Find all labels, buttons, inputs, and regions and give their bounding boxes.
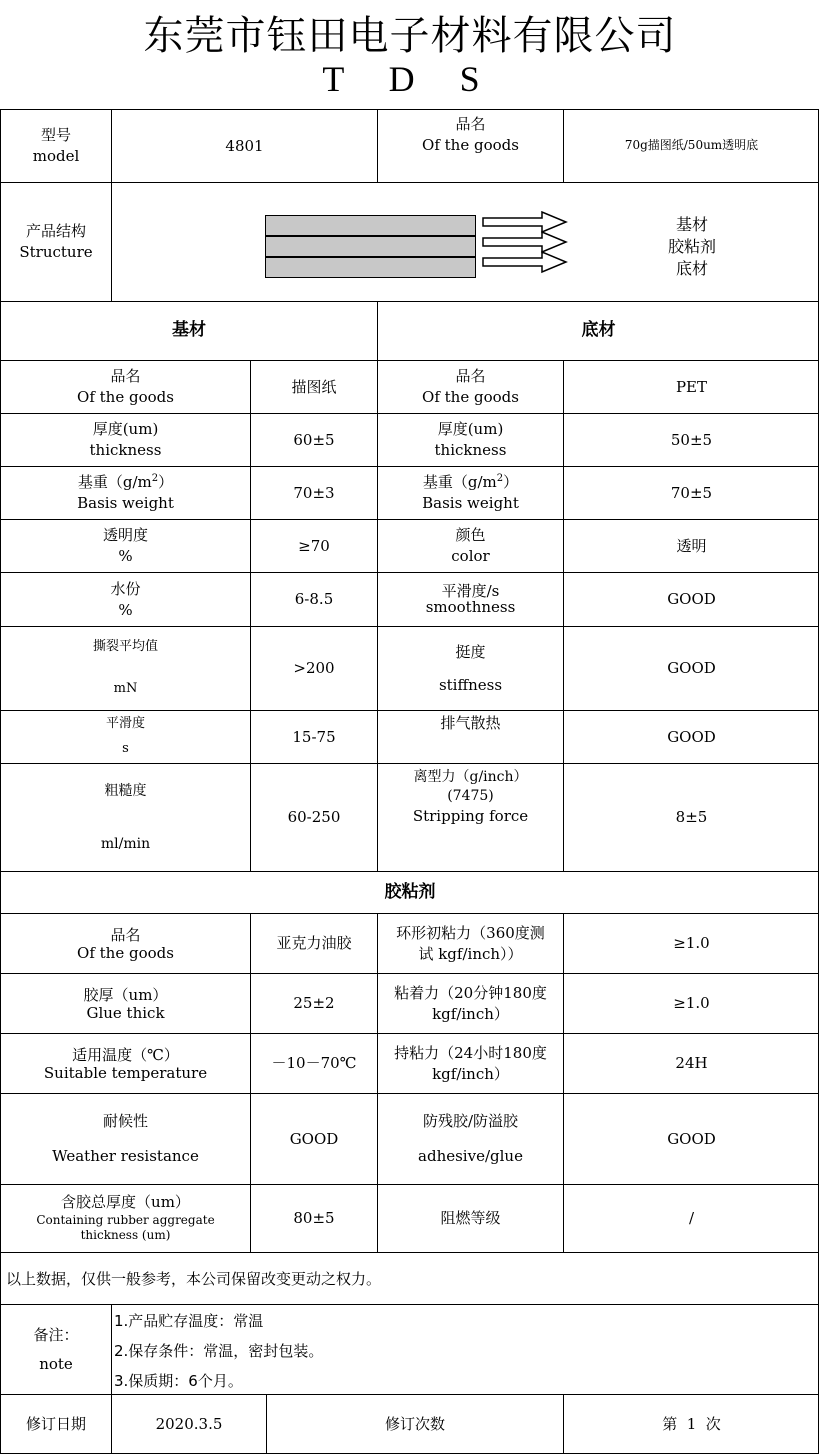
base-thickness-value: [250, 413, 377, 466]
adhesive-weather-en: Weather resistance: [52, 1147, 199, 1165]
base-moisture-label: [0, 572, 250, 626]
backing-stiffness-value: [563, 626, 819, 710]
backing-stiffness-label: [377, 626, 563, 710]
base-thickness-en: thickness: [89, 441, 162, 459]
backing-release-cn: 离型力（g/inch）: [413, 769, 528, 785]
adhesive-temp-value: [250, 1033, 377, 1093]
adhesive-weather-value-text: GOOD: [289, 1129, 339, 1148]
adhesive-tack-unit: 试 kgf/inch））: [418, 944, 523, 963]
adhesive-thickness-value-text: 25±2: [293, 994, 335, 1012]
adhesive-holding-label: [377, 1033, 563, 1093]
section-adhesive-header: [0, 871, 819, 913]
backing-venting-label: [377, 710, 563, 763]
notes-label-en: note: [39, 1354, 73, 1373]
base-transparency-cn: 透明度: [102, 526, 148, 544]
company-name: 东莞市钰田电子材料有限公司: [143, 13, 677, 59]
backing-stiffness-en: stiffness: [438, 675, 503, 694]
model-value: [111, 109, 377, 182]
note-item-1: 1.产品贮存温度：常温: [114, 1312, 264, 1330]
base-transparency-en: %: [118, 547, 133, 565]
layer-backing-bar: [265, 257, 476, 278]
backing-weight-value: [563, 466, 819, 519]
base-smoothness-value: [250, 710, 377, 763]
backing-thickness-en: thickness: [434, 441, 507, 459]
backing-venting-cn: 排气散热: [440, 714, 501, 732]
base-roughness-value-text: 60-250: [287, 808, 341, 826]
backing-color-en: color: [451, 547, 490, 565]
adhesive-total-en2: thickness (um): [80, 1228, 171, 1243]
base-weight-value-text: 70±3: [293, 483, 335, 502]
structure-layer-labels: [640, 214, 744, 280]
adhesive-residue-value: [563, 1093, 819, 1184]
model-value-text: 4801: [225, 136, 264, 155]
backing-release-label: [377, 763, 563, 871]
backing-thickness-value-text: 50±5: [670, 430, 713, 449]
adhesive-flame-value: [563, 1184, 819, 1252]
base-transparency-value-text: ≥70: [298, 536, 330, 555]
base-moisture-value: [250, 572, 377, 626]
backing-weight-value-text: 70±5: [670, 483, 713, 502]
revision-date-label: [0, 1394, 111, 1454]
adhesive-holding-value: [563, 1033, 819, 1093]
disclaimer-text: 以上数据，仅供一般参考，本公司保留改变更动之权力。: [6, 1270, 382, 1288]
backing-goods-value-text: PET: [675, 377, 708, 396]
revision-date-value-text: 2020.3.5: [155, 1415, 223, 1433]
section-base-header: [0, 301, 377, 360]
backing-smoothness-value-text: GOOD: [667, 590, 716, 608]
adhesive-goods-en: Of the goods: [77, 943, 174, 962]
section-adhesive-title: 胶粘剂: [384, 881, 436, 902]
base-moisture-value-text: 6-8.5: [294, 590, 334, 608]
adhesive-temp-en: Suitable temperature: [43, 1063, 208, 1082]
adhesive-goods-cn: 品名: [110, 925, 141, 944]
base-weight-sup: 2: [151, 473, 159, 484]
backing-goods-cn: 品名: [455, 367, 486, 385]
adhesive-thickness-label: [0, 973, 250, 1033]
backing-goods-en: Of the goods: [422, 388, 519, 406]
backing-color-value: [563, 519, 819, 572]
backing-release-en: Stripping force: [412, 806, 529, 825]
adhesive-peel-value: [563, 973, 819, 1033]
adhesive-total-en: Containing rubber aggregate: [36, 1212, 215, 1227]
model-label-cn: 型号: [40, 126, 71, 144]
backing-thickness-cn: 厚度(um): [437, 420, 504, 438]
base-tear-cn: 撕裂平均值: [92, 639, 158, 655]
base-transparency-value: [250, 519, 377, 572]
revision-count-label-text: 修订次数: [384, 1415, 445, 1433]
adhesive-goods-value-text: 亚克力油胶: [276, 934, 352, 952]
adhesive-temp-cn: 适用温度（℃）: [72, 1045, 179, 1064]
base-roughness-value: [250, 763, 377, 871]
revision-count-value: [563, 1394, 819, 1454]
model-label: [0, 109, 111, 182]
adhesive-goods-value: [250, 913, 377, 973]
backing-smoothness-cn: 平滑度/s: [441, 581, 500, 600]
base-weight-en: Basis weight: [77, 494, 174, 512]
adhesive-holding-cn: 持粘力（24小时180度: [394, 1043, 547, 1062]
base-weight-paren: ）: [158, 473, 174, 491]
base-goods-label: [0, 360, 250, 413]
goods-value-text: 70g描图纸/50um透明底: [624, 138, 759, 153]
adhesive-holding-value-text: 24H: [675, 1054, 708, 1072]
adhesive-residue-label: [377, 1093, 563, 1184]
adhesive-tack-value: [563, 913, 819, 973]
backing-release-code: (7475): [447, 787, 494, 804]
base-goods-value: [250, 360, 377, 413]
revision-date-value: [111, 1394, 266, 1454]
adhesive-total-value: [250, 1184, 377, 1252]
adhesive-peel-value-text: ≥1.0: [673, 994, 710, 1012]
backing-weight-cn-text: 基重（g/m: [422, 473, 497, 491]
adhesive-weather-value: [250, 1093, 377, 1184]
adhesive-temp-value-text: －10－70℃: [271, 1054, 357, 1072]
base-thickness-cn: 厚度(um): [92, 420, 159, 438]
structure-layer-base: 基材: [675, 215, 708, 234]
backing-color-cn: 颜色: [455, 526, 486, 544]
base-roughness-cn: 粗糙度: [104, 782, 147, 799]
adhesive-thickness-en: Glue thick: [86, 1003, 165, 1022]
structure-layer-adhesive: 胶粘剂: [667, 237, 716, 256]
backing-stiffness-cn: 挺度: [455, 642, 486, 661]
adhesive-total-value-text: 80±5: [293, 1209, 335, 1227]
adhesive-peel-unit: kgf/inch）: [432, 1004, 509, 1023]
adhesive-weather-cn: 耐候性: [102, 1112, 148, 1130]
base-tear-value-text: >200: [293, 659, 335, 677]
notes-label-cn: 备注：: [33, 1325, 79, 1344]
adhesive-total-cn: 含胶总厚度（um）: [61, 1193, 190, 1212]
backing-stiffness-value-text: GOOD: [667, 659, 716, 677]
backing-color-value-text: 透明: [676, 536, 707, 555]
adhesive-residue-value-text: GOOD: [667, 1129, 716, 1148]
section-base-title: 基材: [172, 320, 206, 341]
backing-thickness-label: [377, 413, 563, 466]
note-item-3: 3.保质期：6个月。: [114, 1372, 243, 1390]
note-item-2: 2.保存条件：常温，密封包装。: [114, 1342, 324, 1360]
base-smoothness-label: [0, 710, 250, 763]
base-tear-value: [250, 626, 377, 710]
adhesive-residue-cn: 防残胶/防溢胶: [422, 1112, 519, 1130]
base-tear-en: mN: [113, 680, 138, 696]
backing-release-value-text: 8±5: [675, 808, 708, 826]
base-smoothness-en: s: [122, 741, 129, 756]
goods-label-en: Of the goods: [422, 136, 519, 154]
base-thickness-value-text: 60±5: [293, 430, 335, 449]
backing-color-label: [377, 519, 563, 572]
backing-weight-paren: ）: [503, 473, 519, 491]
adhesive-tack-cn: 环形初粘力（360度测: [396, 923, 545, 942]
base-weight-cn-text: 基重（g/m: [77, 473, 152, 491]
adhesive-temp-label: [0, 1033, 250, 1093]
backing-weight-en: Basis weight: [422, 494, 519, 512]
layer-adhesive-bar: [265, 236, 476, 257]
goods-label: [377, 109, 563, 182]
backing-smoothness-value: [563, 572, 819, 626]
document-type-title: T D S: [322, 59, 498, 99]
backing-smoothness-en: smoothness: [425, 597, 516, 616]
adhesive-total-label: [0, 1184, 250, 1252]
revision-count-value-text: 第 1 次: [662, 1415, 721, 1433]
base-thickness-label: [0, 413, 250, 466]
backing-weight-label: [377, 466, 563, 519]
adhesive-peel-label: [377, 973, 563, 1033]
backing-weight-cn: [423, 472, 518, 493]
base-goods-value-text: 描图纸: [291, 377, 337, 396]
structure-label: [0, 182, 111, 301]
layer-base-bar: [265, 215, 476, 236]
adhesive-weather-label: [0, 1093, 250, 1184]
adhesive-flame-value-text: /: [688, 1209, 695, 1227]
backing-venting-value-text: GOOD: [667, 727, 716, 746]
base-goods-cn: 品名: [110, 367, 141, 385]
base-transparency-label: [0, 519, 250, 572]
backing-smoothness-label: [377, 572, 563, 626]
base-weight-label: [0, 466, 250, 519]
model-label-en: model: [32, 147, 80, 165]
base-smoothness-value-text: 15-75: [292, 727, 336, 746]
structure-label-en: Structure: [19, 243, 93, 261]
adhesive-flame-label: [377, 1184, 563, 1252]
section-backing-title: 底材: [581, 320, 616, 341]
adhesive-thickness-cn: 胶厚（um）: [83, 985, 168, 1004]
adhesive-flame-cn: 阻燃等级: [440, 1209, 501, 1227]
adhesive-tack-value-text: ≥1.0: [673, 934, 710, 952]
base-smoothness-cn: 平滑度: [105, 716, 145, 732]
adhesive-holding-unit: kgf/inch）: [432, 1064, 509, 1083]
base-roughness-label: [0, 763, 250, 871]
backing-goods-value: [563, 360, 819, 413]
revision-date-label-text: 修订日期: [25, 1415, 86, 1433]
backing-venting-value: [563, 710, 819, 763]
base-weight-value: [250, 466, 377, 519]
adhesive-tack-label: [377, 913, 563, 973]
goods-label-cn: 品名: [455, 115, 486, 133]
base-weight-cn: [78, 472, 173, 493]
notes-label: [0, 1304, 111, 1394]
backing-weight-sup: 2: [496, 473, 504, 484]
layer-arrows-icon: [482, 211, 568, 281]
section-backing-header: [377, 301, 819, 360]
adhesive-thickness-value: [250, 973, 377, 1033]
base-goods-en: Of the goods: [77, 388, 174, 406]
adhesive-residue-en: adhesive/glue: [418, 1147, 523, 1165]
structure-layer-backing: 底材: [675, 259, 708, 278]
backing-goods-label: [377, 360, 563, 413]
base-roughness-en: ml/min: [100, 836, 151, 853]
base-tear-label: [0, 626, 250, 710]
backing-thickness-value: [563, 413, 819, 466]
backing-release-value: [563, 763, 819, 871]
base-moisture-en: %: [118, 600, 133, 619]
goods-value: [563, 109, 819, 182]
structure-label-cn: 产品结构: [25, 222, 86, 240]
adhesive-goods-label: [0, 913, 250, 973]
adhesive-peel-cn: 粘着力（20分钟180度: [394, 983, 547, 1002]
base-moisture-cn: 水份: [110, 579, 141, 598]
revision-count-label: [266, 1394, 563, 1454]
